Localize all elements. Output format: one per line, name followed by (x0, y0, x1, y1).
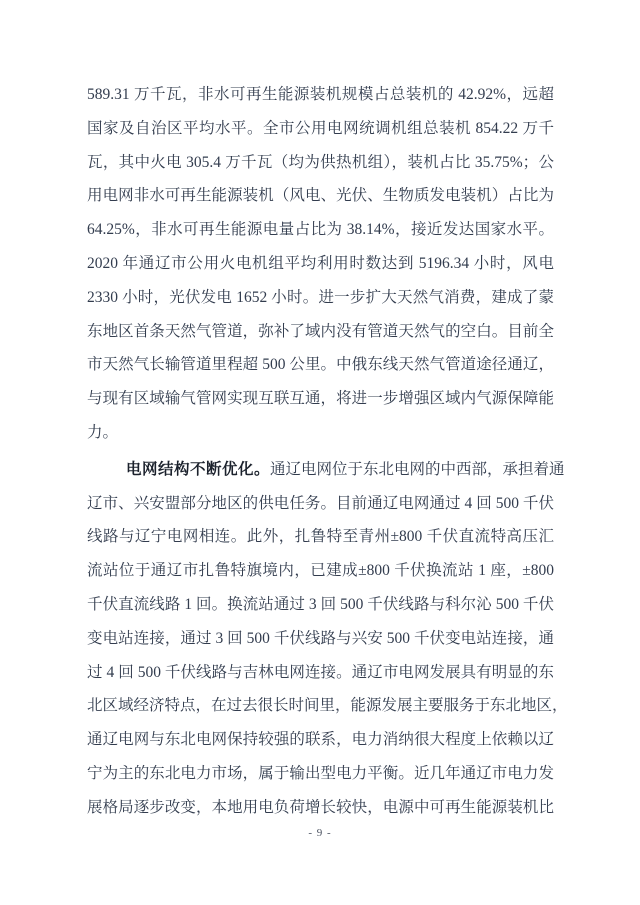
text-line: 与现有区域输气管网实现互联互通，将进一步增强区域内气源保障能 (87, 390, 554, 408)
text-run: 通辽电网位于东北电网的中西部，承担着通 (270, 460, 565, 478)
text-line: 流站位于通辽市扎鲁特旗境内，已建成±800 千伏换流站 1 座，±800 (87, 562, 554, 580)
text-line: 辽市、兴安盟部分地区的供电任务。目前通辽电网通过 4 回 500 千伏 (87, 494, 554, 512)
text-line: 力。 (87, 423, 119, 441)
paragraph (87, 453, 568, 825)
text-line: 展格局逐步改变，本地用电负荷增长较快，电源中可再生能源装机比 (87, 798, 554, 816)
paragraph-heading: 电网结构不断优化。 (126, 460, 271, 478)
text-line: 589.31 万千瓦，非水可再生能源装机规模占总装机的 42.92%，远超 (87, 86, 554, 103)
text-line (87, 453, 565, 487)
text-line: 市天然气长输管道里程超 500 公里。中俄东线天然气管道途径通辽， (87, 356, 554, 374)
text-line: 东地区首条天然气管道，弥补了域内没有管道天然气的空白。目前全 (87, 322, 554, 340)
text-line: 千伏直流线路 1 回。换流站通过 3 回 500 千伏线路与科尔沁 500 千伏 (87, 595, 554, 613)
text-line: 瓦，其中火电 305.4 万千瓦（均为供热机组），装机占比 35.75%；公 (87, 153, 554, 171)
text-line: 2330 小时，光伏发电 1652 小时。进一步扩大天然气消费，建成了蒙 (87, 288, 554, 306)
text-line: 2020 年通辽市公用火电机组平均利用时数达到 5196.34 小时，风电 (87, 254, 554, 272)
paragraph (87, 78, 554, 450)
text-line: 宁为主的东北电力市场，属于输出型电力平衡。近几年通辽市电力发 (87, 764, 554, 782)
page-number: - 9 - (308, 827, 332, 839)
text-line: 64.25%，非水可再生能源电量占比为 38.14%，接近发达国家水平。 (87, 221, 554, 239)
text-line: 线路与辽宁电网相连。此外，扎鲁特至青州±800 千伏直流特高压汇 (87, 528, 554, 546)
text-line: 国家及自治区平均水平。全市公用电网统调机组总装机 854.22 万千 (87, 119, 554, 137)
text-line: 过 4 回 500 千伏线路与吉林电网连接。通辽市电网发展具有明显的东 (87, 663, 554, 681)
text-line: 用电网非水可再生能源装机（风电、光伏、生物质发电装机）占比为 (87, 187, 554, 205)
page-body (87, 78, 568, 825)
text-line: 通辽电网与东北电网保持较强的联系，电力消纳很大程度上依赖以辽 (87, 731, 554, 749)
text-line: 变电站连接，通过 3 回 500 千伏线路与兴安 500 千伏变电站连接，通 (87, 629, 554, 647)
text-line: 北区域经济特点，在过去很长时间里，能源发展主要服务于东北地区， (87, 697, 568, 715)
